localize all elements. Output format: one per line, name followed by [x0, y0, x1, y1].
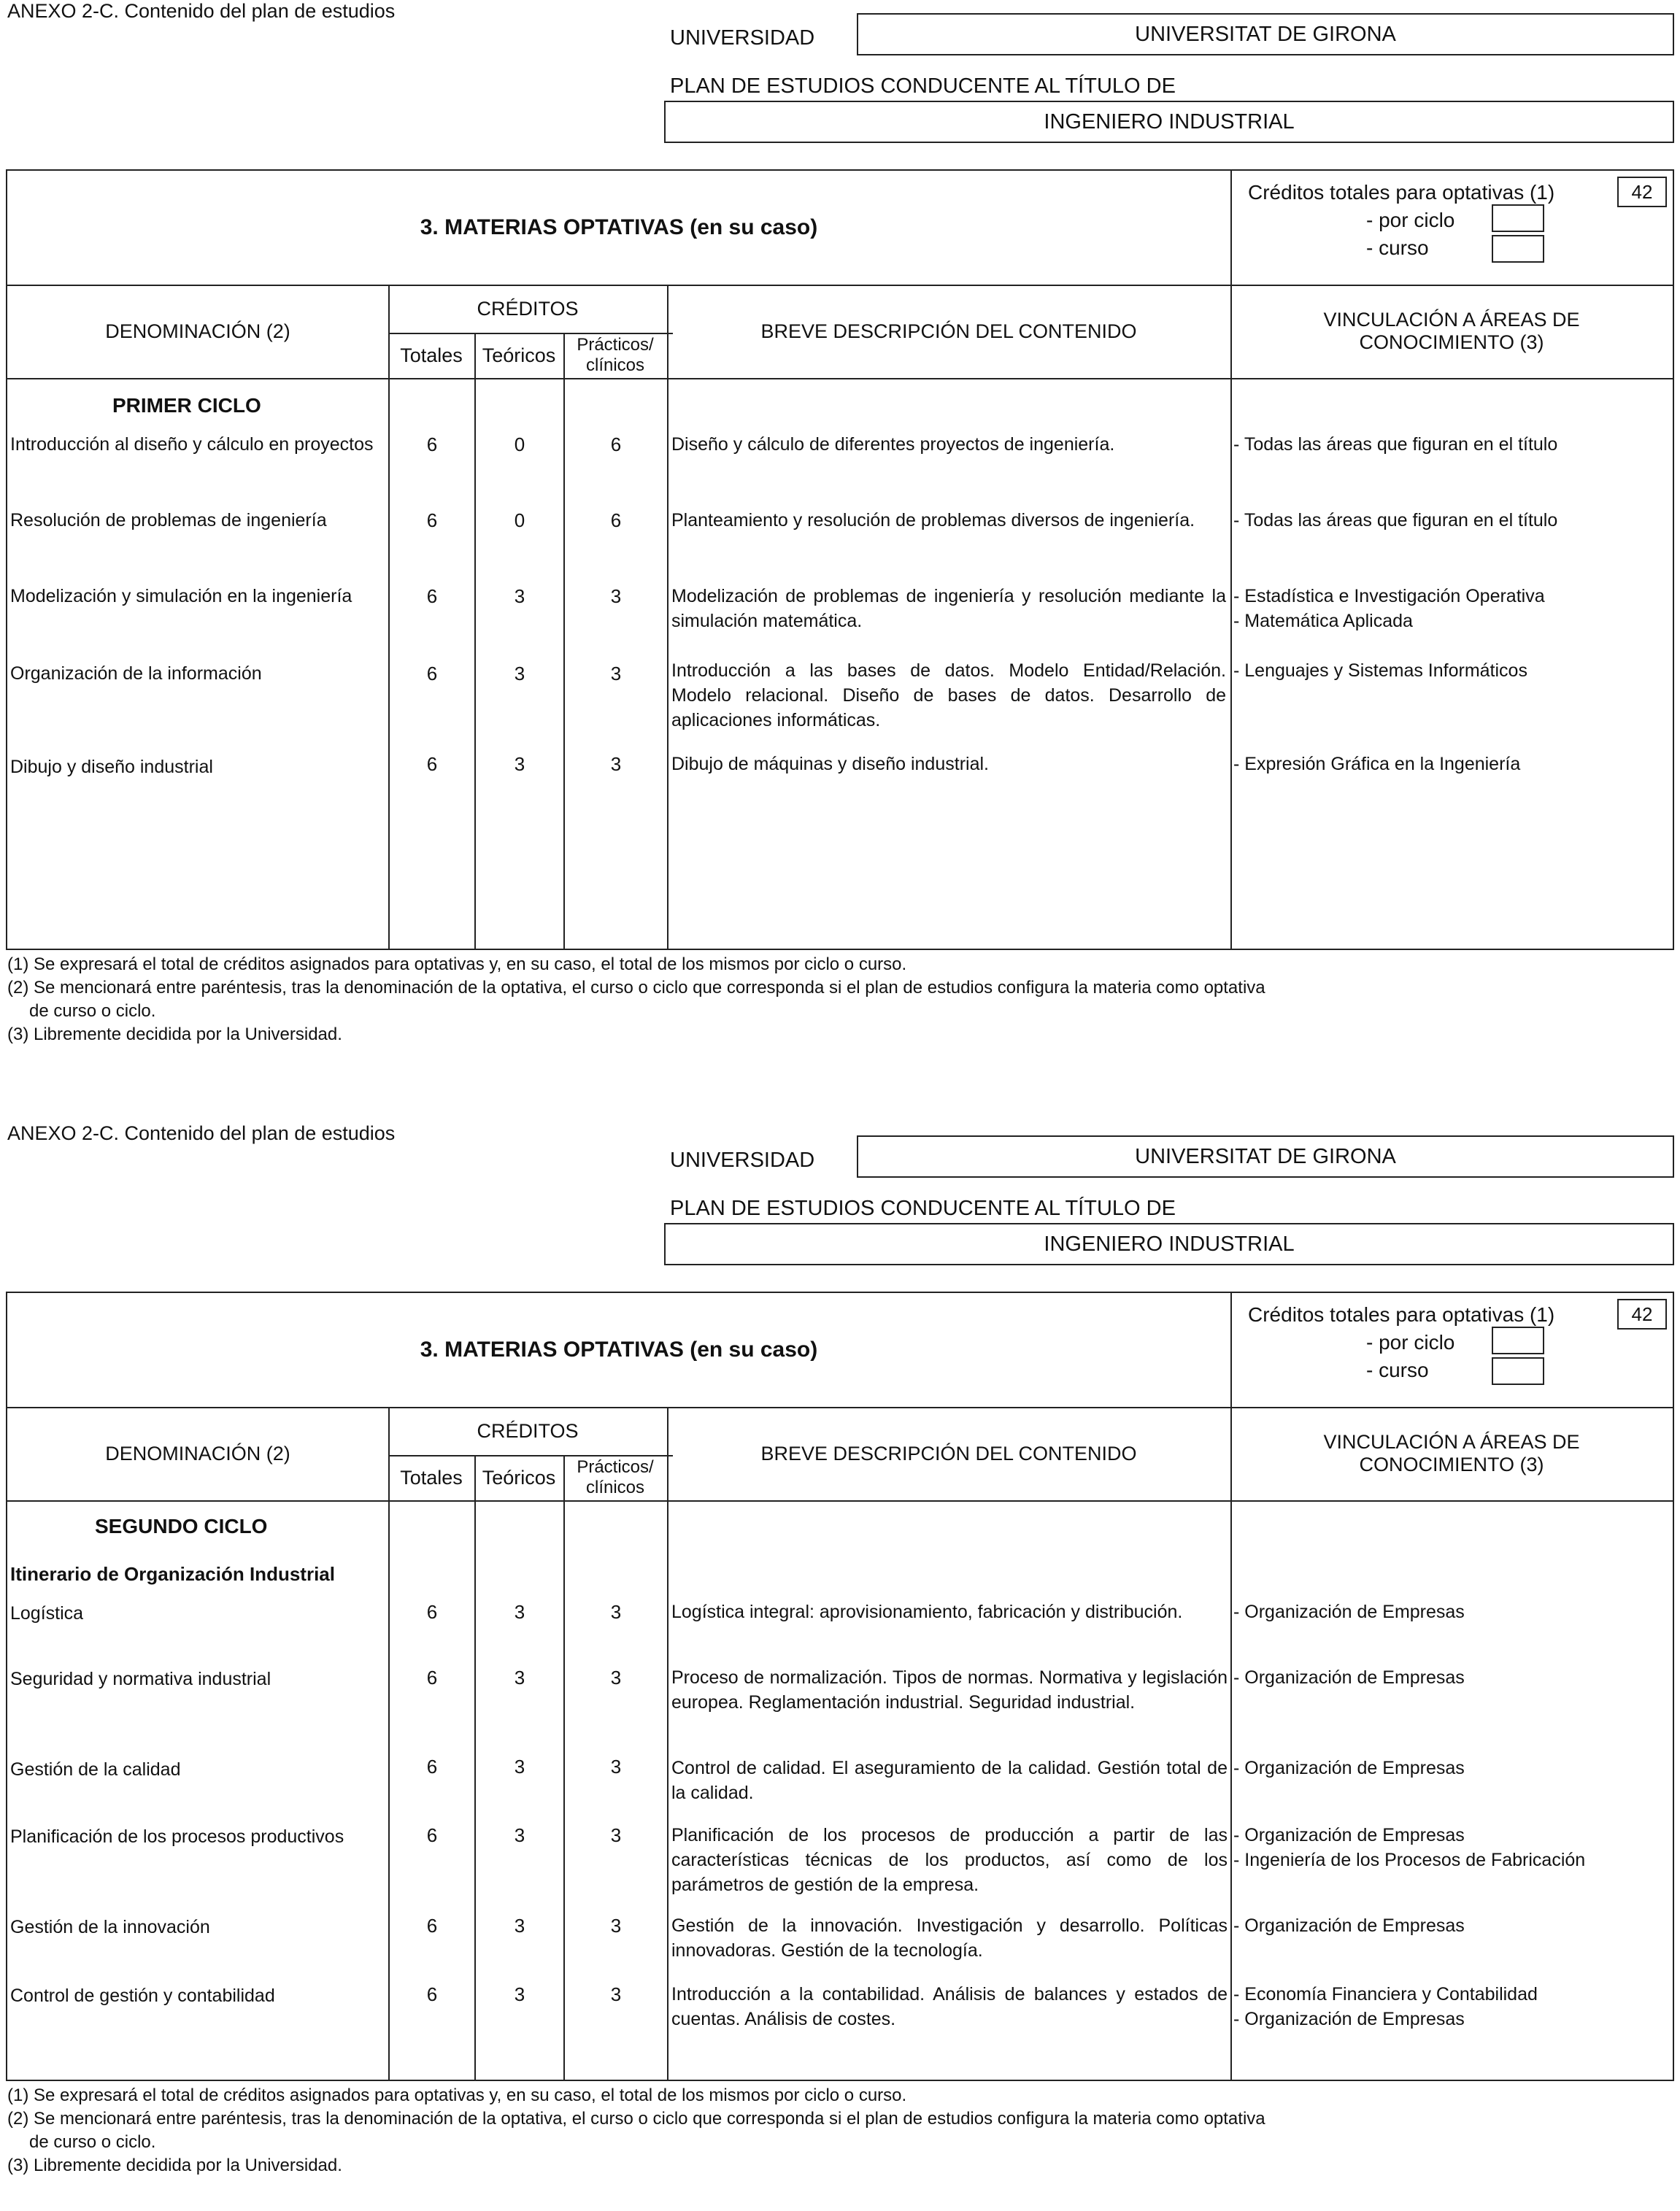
materia-name: Organización de la información	[10, 663, 262, 684]
curso-label: - curso	[1366, 1359, 1429, 1381]
creditos-practicos: 3	[610, 1601, 622, 1623]
curso-box	[1492, 1357, 1544, 1385]
plan-label: PLAN DE ESTUDIOS CONDUCENTE AL TÍTULO DE	[670, 1197, 1176, 1220]
universidad-value: UNIVERSITAT DE GIRONA	[1135, 22, 1396, 46]
creditos-practicos: 6	[610, 433, 622, 455]
footnote-2: (2) Se mencionará entre paréntesis, tras la denominación de la optativa, el curso o ciclo que corresponda si el plan de estudios configura la materia como optativa	[7, 2109, 1265, 2129]
creditos-totales: 6	[426, 663, 438, 684]
creditos-practicos: 3	[610, 1915, 622, 1937]
divider	[667, 285, 668, 949]
header-creditos: CRÉDITOS	[477, 1419, 579, 1442]
itinerary-label: Itinerario de Organización Industrial	[10, 1563, 335, 1585]
divider	[7, 378, 1673, 379]
creditos-totales-value: 42	[1617, 177, 1667, 207]
area-item: - Organización de Empresas	[1233, 1758, 1465, 1778]
materia-areas	[1233, 658, 1670, 683]
titulo-value: INGENIERO INDUSTRIAL	[1044, 1232, 1295, 1256]
cycle-label: SEGUNDO CICLO	[95, 1515, 268, 1537]
creditos-totales-label: Créditos totales para optativas (1)	[1248, 1303, 1555, 1326]
area-item: - Ingeniería de los Procesos de Fabricación	[1233, 1850, 1586, 1870]
creditos-totales: 6	[426, 1983, 438, 2005]
area-item: - Lenguajes y Sistemas Informáticos	[1233, 660, 1527, 681]
divider	[7, 1500, 1673, 1502]
header-denominacion: DENOMINACIÓN (2)	[105, 1442, 290, 1465]
footnote-2-continued: de curso o ciclo.	[29, 2132, 156, 2152]
por-ciclo-label: - por ciclo	[1366, 209, 1455, 231]
area-item: - Todas las áreas que figuran en el título	[1233, 434, 1558, 455]
area-item: - Estadística e Investigación Operativa	[1233, 586, 1545, 606]
creditos-totales-label: Créditos totales para optativas (1)	[1248, 181, 1555, 204]
creditos-totales: 6	[426, 433, 438, 455]
header-descripcion: BREVE DESCRIPCIÓN DEL CONTENIDO	[760, 320, 1137, 342]
materia-name: Modelización y simulación en la ingeniería	[10, 586, 352, 606]
materia-name: Resolución de problemas de ingeniería	[10, 510, 327, 530]
titulo-value-box	[664, 101, 1674, 143]
header-totales: Totales	[400, 344, 463, 366]
por-ciclo-label: - por ciclo	[1366, 1331, 1455, 1354]
materia-areas	[1233, 1913, 1670, 1938]
footnote-2: (2) Se mencionará entre paréntesis, tras la denominación de la optativa, el curso o ciclo que corresponda si el plan de estudios configura la materia como optativa	[7, 978, 1265, 998]
creditos-practicos: 3	[610, 1824, 622, 1846]
universidad-value-box	[857, 13, 1674, 55]
materia-descripcion: Planificación de los procesos de producción a partir de las características técnicas de los productos, así como de los parámetros de gestión de la empresa.	[671, 1825, 1228, 1895]
divider	[563, 333, 565, 949]
creditos-practicos: 3	[610, 1983, 622, 2005]
divider	[563, 1455, 565, 2080]
area-item: - Organización de Empresas	[1233, 1667, 1465, 1688]
plan-label: PLAN DE ESTUDIOS CONDUCENTE AL TÍTULO DE	[670, 74, 1176, 98]
area-item: - Expresión Gráfica en la Ingeniería	[1233, 754, 1521, 774]
universidad-label: UNIVERSIDAD	[670, 1149, 815, 1172]
materia-areas	[1233, 1823, 1670, 1872]
creditos-teoricos: 3	[514, 1756, 525, 1778]
creditos-teoricos: 0	[514, 509, 525, 531]
divider	[388, 285, 390, 949]
materia-name: Gestión de la innovación	[10, 1917, 210, 1937]
creditos-totales: 6	[426, 585, 438, 607]
creditos-teoricos: 3	[514, 585, 525, 607]
area-item: - Organización de Empresas	[1233, 1915, 1465, 1936]
materia-areas	[1233, 752, 1670, 776]
materia-areas	[1233, 1665, 1670, 1690]
header-practicos: Prácticos/ clínicos	[577, 335, 654, 375]
materia-name: Planificación de los procesos productivos	[10, 1826, 344, 1847]
area-item: - Todas las áreas que figuran en el título	[1233, 510, 1558, 530]
footnote-2-continued: de curso o ciclo.	[29, 1001, 156, 1021]
cycle-label: PRIMER CICLO	[112, 394, 261, 417]
footnote-3: (3) Libremente decidida por la Universidad.	[7, 1025, 342, 1044]
creditos-teoricos: 3	[514, 1915, 525, 1937]
materia-descripcion: Logística integral: aprovisionamiento, fabricación y distribución.	[671, 1602, 1183, 1622]
materia-descripcion: Modelización de problemas de ingeniería y resolución mediante la simulación matemática.	[671, 586, 1226, 631]
creditos-practicos: 3	[610, 663, 622, 684]
materia-descripcion: Planteamiento y resolución de problemas diversos de ingeniería.	[671, 510, 1195, 530]
creditos-practicos: 3	[610, 1756, 622, 1778]
materia-descripcion: Gestión de la innovación. Investigación y desarrollo. Políticas innovadoras. Gestión de la tecnología.	[671, 1915, 1228, 1961]
footnote-1: (1) Se expresará el total de créditos asignados para optativas y, en su caso, el total de los mismos por ciclo o curso.	[7, 2085, 907, 2105]
materia-name: Logística	[10, 1603, 84, 1624]
creditos-totales: 6	[426, 1915, 438, 1937]
divider	[667, 1407, 668, 2080]
creditos-totales: 6	[426, 753, 438, 775]
creditos-teoricos: 0	[514, 433, 525, 455]
universidad-value: UNIVERSITAT DE GIRONA	[1135, 1144, 1396, 1168]
area-item: - Organización de Empresas	[1233, 1825, 1465, 1845]
materias-table	[6, 169, 1674, 950]
materia-descripcion: Introducción a las bases de datos. Modelo Entidad/Relación. Modelo relacional. Diseño de bases de datos. Desarrollo de aplicaciones informáticas.	[671, 660, 1226, 730]
materia-name: Seguridad y normativa industrial	[10, 1669, 271, 1689]
area-item: - Economía Financiera y Contabilidad	[1233, 1984, 1538, 2004]
curso-label: - curso	[1366, 236, 1429, 259]
materia-name: Introducción al diseño y cálculo en proyectos	[10, 434, 374, 455]
materia-descripcion: Proceso de normalización. Tipos de normas. Normativa y legislación europea. Reglamentación industrial. Seguridad industrial.	[671, 1667, 1228, 1713]
section-title: 3. MATERIAS OPTATIVAS (en su caso)	[420, 215, 818, 239]
materia-descripcion: Diseño y cálculo de diferentes proyectos de ingeniería.	[671, 434, 1115, 455]
materia-name: Gestión de la calidad	[10, 1759, 181, 1780]
por-ciclo-box	[1492, 1327, 1544, 1354]
divider	[474, 1455, 476, 2080]
creditos-totales: 6	[426, 1667, 438, 1689]
creditos-practicos: 3	[610, 1667, 622, 1689]
materia-areas	[1233, 1756, 1670, 1780]
page-2	[0, 1122, 1680, 2211]
header-vinculacion: VINCULACIÓN A ÁREAS DE CONOCIMIENTO (3)	[1323, 1431, 1580, 1475]
materia-areas	[1233, 432, 1670, 457]
divider	[388, 1407, 390, 2080]
materias-table	[6, 1292, 1674, 2081]
area-item: - Organización de Empresas	[1233, 1602, 1465, 1622]
creditos-totales: 6	[426, 509, 438, 531]
area-item: - Organización de Empresas	[1233, 2009, 1465, 2029]
materia-areas	[1233, 1600, 1670, 1624]
header-vinculacion: VINCULACIÓN A ÁREAS DE CONOCIMIENTO (3)	[1323, 309, 1580, 353]
creditos-teoricos: 3	[514, 1824, 525, 1846]
header-denominacion: DENOMINACIÓN (2)	[105, 320, 290, 342]
creditos-totales: 6	[426, 1824, 438, 1846]
materia-name: Control de gestión y contabilidad	[10, 1986, 275, 2006]
materia-areas	[1233, 584, 1670, 633]
creditos-totales: 6	[426, 1601, 438, 1623]
creditos-practicos: 6	[610, 509, 622, 531]
materia-descripcion: Introducción a la contabilidad. Análisis de balances y estados de cuentas. Análisis de costes.	[671, 1984, 1228, 2029]
footnote-1: (1) Se expresará el total de créditos asignados para optativas y, en su caso, el total de los mismos por ciclo o curso.	[7, 954, 907, 974]
por-ciclo-box	[1492, 204, 1544, 232]
materia-areas	[1233, 1982, 1670, 2031]
footnotes	[7, 2084, 1265, 2177]
header-teoricos: Teóricos	[482, 344, 556, 366]
creditos-teoricos: 3	[514, 1601, 525, 1623]
creditos-teoricos: 3	[514, 663, 525, 684]
header-teoricos: Teóricos	[482, 1466, 556, 1489]
annex-title: ANEXO 2-C. Contenido del plan de estudios	[7, 1122, 396, 1144]
universidad-value-box	[857, 1135, 1674, 1178]
curso-box	[1492, 235, 1544, 263]
materia-name: Dibujo y diseño industrial	[10, 757, 213, 777]
universidad-label: UNIVERSIDAD	[670, 26, 815, 50]
creditos-totales-value: 42	[1617, 1299, 1667, 1330]
creditos-practicos: 3	[610, 585, 622, 607]
header-totales: Totales	[400, 1466, 463, 1489]
titulo-value-box	[664, 1223, 1674, 1265]
annex-title: ANEXO 2-C. Contenido del plan de estudios	[7, 0, 396, 22]
creditos-totales: 6	[426, 1756, 438, 1778]
creditos-teoricos: 3	[514, 753, 525, 775]
materia-areas	[1233, 508, 1670, 533]
section-title: 3. MATERIAS OPTATIVAS (en su caso)	[420, 1338, 818, 1362]
divider	[474, 333, 476, 949]
page-1	[0, 0, 1680, 1089]
creditos-teoricos: 3	[514, 1667, 525, 1689]
titulo-value: INGENIERO INDUSTRIAL	[1044, 109, 1295, 134]
header-descripcion: BREVE DESCRIPCIÓN DEL CONTENIDO	[760, 1442, 1137, 1465]
materia-descripcion: Dibujo de máquinas y diseño industrial.	[671, 754, 989, 774]
area-item: - Matemática Aplicada	[1233, 611, 1413, 631]
footnote-3: (3) Libremente decidida por la Universidad.	[7, 2156, 342, 2175]
footnotes	[7, 953, 1265, 1046]
materia-descripcion: Control de calidad. El aseguramiento de la calidad. Gestión total de la calidad.	[671, 1758, 1228, 1803]
header-creditos: CRÉDITOS	[477, 297, 579, 320]
header-practicos: Prácticos/ clínicos	[577, 1457, 654, 1497]
creditos-practicos: 3	[610, 753, 622, 775]
creditos-teoricos: 3	[514, 1983, 525, 2005]
